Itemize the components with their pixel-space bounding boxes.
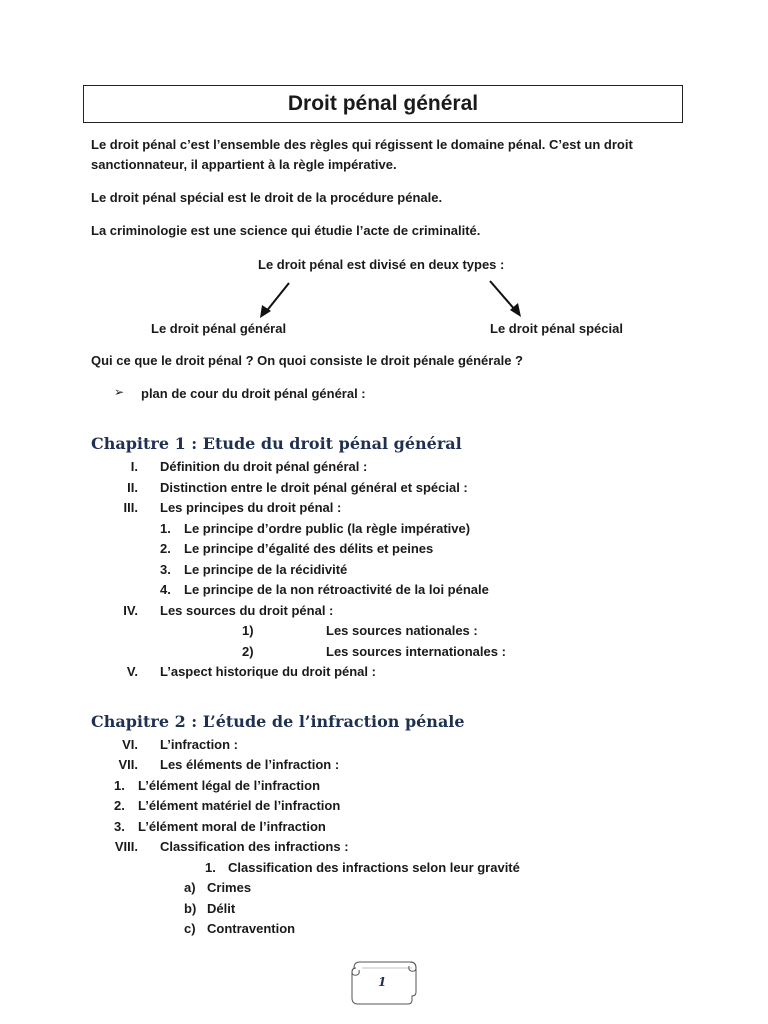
arrow-right-icon (490, 281, 521, 317)
principle-text: Le principe de la récidivité (184, 562, 348, 577)
type-right-label: Le droit pénal spécial (490, 321, 623, 336)
classification-text: Classification des infractions selon leur gravité (228, 860, 520, 875)
title-box (83, 85, 683, 123)
chapter1-item-num: IV. (123, 603, 138, 618)
principle-num: 2. (160, 541, 171, 556)
type-left-label: Le droit pénal général (151, 321, 287, 336)
element-text: L’élément légal de l’infraction (138, 778, 321, 793)
classification-num: 1. (205, 860, 216, 875)
document-title: Droit pénal général (287, 92, 479, 115)
chapter1-title: Chapitre 1 : Etude du droit pénal général (91, 434, 462, 453)
chapter2-item-num: VIII. (114, 839, 138, 854)
principle-text: Le principe de la non rétroactivité de la loi pénale (184, 582, 489, 597)
chapter1-item-num: II. (127, 480, 138, 495)
source-num: 2) (242, 644, 254, 659)
source-text: Les sources internationales : (326, 644, 506, 659)
chapter2-item-text: Les éléments de l’infraction : (160, 757, 340, 772)
intro-paragraph-line1: Le droit pénal c’est l’ensemble des règles qui régissent le domaine pénal. C’est un droit (91, 137, 633, 152)
source-text: Les sources nationales : (326, 623, 478, 638)
type-num: b) (184, 901, 197, 916)
bullet-arrow-icon: ➢ (114, 385, 125, 399)
element-text: L’élément moral de l’infraction (138, 819, 326, 834)
chapter1-item-text: Distinction entre le droit pénal général et spécial : (160, 480, 468, 495)
chapter1-item-text: Les sources du droit pénal : (160, 603, 334, 618)
chapter1-item-num: I. (130, 459, 138, 474)
type-num: a) (184, 880, 196, 895)
type-text: Crimes (207, 880, 252, 895)
element-num: 3. (114, 819, 125, 834)
chapter1-item-text: Définition du droit pénal général : (160, 459, 368, 474)
principle-num: 1. (160, 521, 171, 536)
principle-num: 3. (160, 562, 171, 577)
element-text: L’élément matériel de l’infraction (138, 798, 341, 813)
chapter1-item-text: L’aspect historique du droit pénal : (160, 664, 376, 679)
division-heading: Le droit pénal est divisé en deux types : (258, 257, 505, 272)
chapter2-title: Chapitre 2 : L’étude de l’infraction pénale (91, 712, 465, 731)
chapter1-item-num: III. (123, 500, 138, 515)
chapter2-item-text: Classification des infractions : (160, 839, 349, 854)
chapter2-item-num: VII. (118, 757, 138, 772)
type-num: c) (184, 921, 196, 936)
question-line: Qui ce que le droit pénal ? On quoi consiste le droit pénale générale ? (91, 353, 523, 368)
page-number: 1 (378, 975, 387, 989)
chapter1-item-text: Les principes du droit pénal : (160, 500, 342, 515)
source-num: 1) (242, 623, 254, 638)
intro-paragraph-line2: sanctionnateur, il appartient à la règle impérative. (91, 157, 397, 172)
principle-text: Le principe d’égalité des délits et peines (184, 541, 434, 556)
type-text: Délit (207, 901, 236, 916)
arrow-left-icon (260, 283, 289, 318)
chapter2-item-text: L’infraction : (160, 737, 238, 752)
principle-num: 4. (160, 582, 171, 597)
chapter2-item-num: VI. (122, 737, 138, 752)
element-num: 1. (114, 778, 125, 793)
plan-heading: plan de cour du droit pénal général : (141, 386, 366, 401)
element-num: 2. (114, 798, 125, 813)
principle-text: Le principe d’ordre public (la règle impérative) (184, 521, 471, 536)
chapter1-item-num: V. (126, 664, 138, 679)
special-law-paragraph: Le droit pénal spécial est le droit de la procédure pénale. (91, 190, 443, 205)
type-text: Contravention (207, 921, 296, 936)
criminology-paragraph: La criminologie est une science qui étudie l’acte de criminalité. (91, 223, 481, 238)
